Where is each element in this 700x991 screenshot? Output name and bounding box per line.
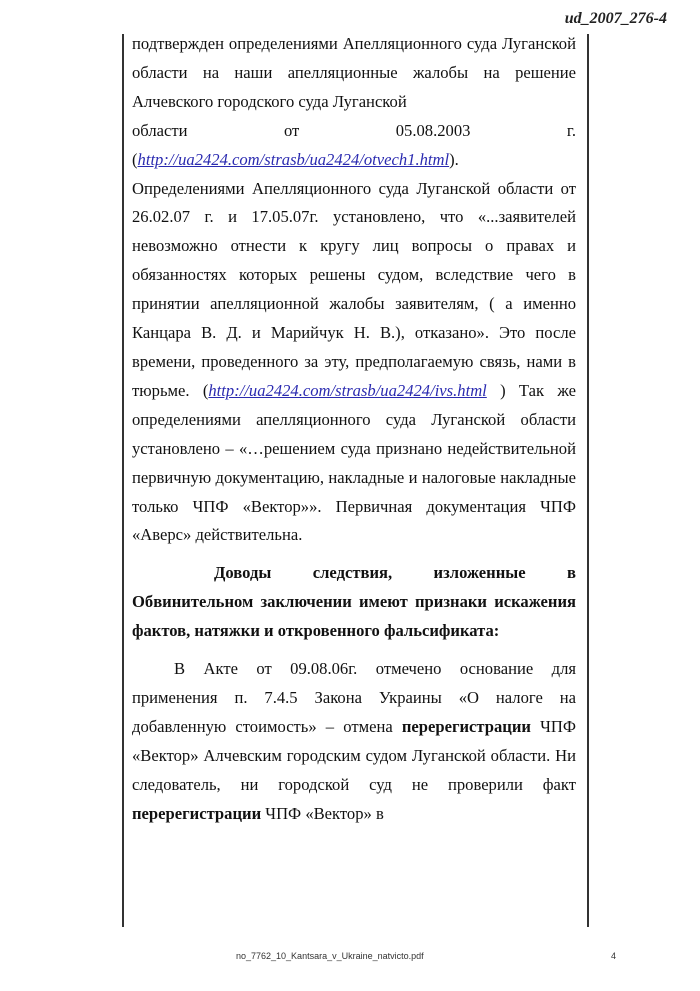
document-id: ud_2007_276-4	[564, 10, 667, 27]
ivs-link[interactable]: http://ua2424.com/strasb/ua2424/ivs.html	[208, 380, 487, 400]
spacer	[132, 550, 576, 559]
otvech-link[interactable]: http://ua2424.com/strasb/ua2424/otvech1.html	[137, 149, 450, 169]
paragraph-1-date-line: области от 05.08.2003 г.	[132, 120, 576, 140]
footer-filename: no_7762_10_Kantsara_v_Ukraine_natvicto.pdf	[236, 951, 424, 961]
paragraph-3-text: В Акте от 09.08.06г. отмечено основание для применения п. 7.4.5 Закона Украины «О налоге на добавленную стоимость» – отмена	[132, 659, 576, 736]
paragraph-2-text: Определениями Апелляционного суда Луганской области от 26.02.07 г. и 17.05.07г. установлено, что «...заявителей невозможно отнести к кругу лиц вопросы о правах и обязанностях которых решены судом, вследствие чего в принятии апелляционной жалобы заявителям, ( а именно Канцара В. Д. и Марийчук Н. В.), отказано». Это после времени, проведенного за эту, предполагаемую связь, нами в тюрьме.	[132, 178, 576, 400]
section-heading: Доводы следствия, изложенные в Обвинительном заключении имеют признаки искажения фактов, натяжки и откровенного фальсификата:	[132, 563, 576, 641]
spacer	[132, 646, 576, 655]
paragraph-1-text: подтвержден определениями Апелляционного суда Луганской области на наши апелляционные жалобы на решение Алчевского городского суда Луганской	[132, 34, 576, 111]
paragraph-1	[132, 30, 576, 175]
paragraph-2-continuation: ) Так же определениями апелляционного суда Луганской области установлено – «…решением суда признано недействительной первичную документацию, накладные и налоговые накладные только ЧПФ «Вектор»». Первичная документация ЧПФ «Аверс» действительна.	[132, 380, 576, 545]
link-open-paren: (	[132, 149, 138, 169]
footer-page-number: 4	[611, 951, 617, 961]
paragraph-2	[132, 175, 576, 551]
paragraph-3	[132, 655, 576, 828]
paragraph-3-bold-term-2: перерегистрации	[132, 803, 262, 823]
document-body	[132, 30, 576, 828]
paragraph-3-ending: ЧПФ «Вектор» в	[261, 803, 384, 823]
link-close-paren: ).	[449, 149, 459, 169]
paragraph-3-continuation: ЧПФ «Вектор» Алчевским городским судом Луганской области. Ни следователь, ни городской суд не проверили факт	[132, 716, 576, 794]
ivs-link-open-paren: (	[202, 380, 209, 400]
paragraph-3-bold-term: перерегистрации	[401, 716, 531, 736]
right-margin-rule	[587, 34, 589, 927]
left-margin-rule	[122, 34, 124, 927]
